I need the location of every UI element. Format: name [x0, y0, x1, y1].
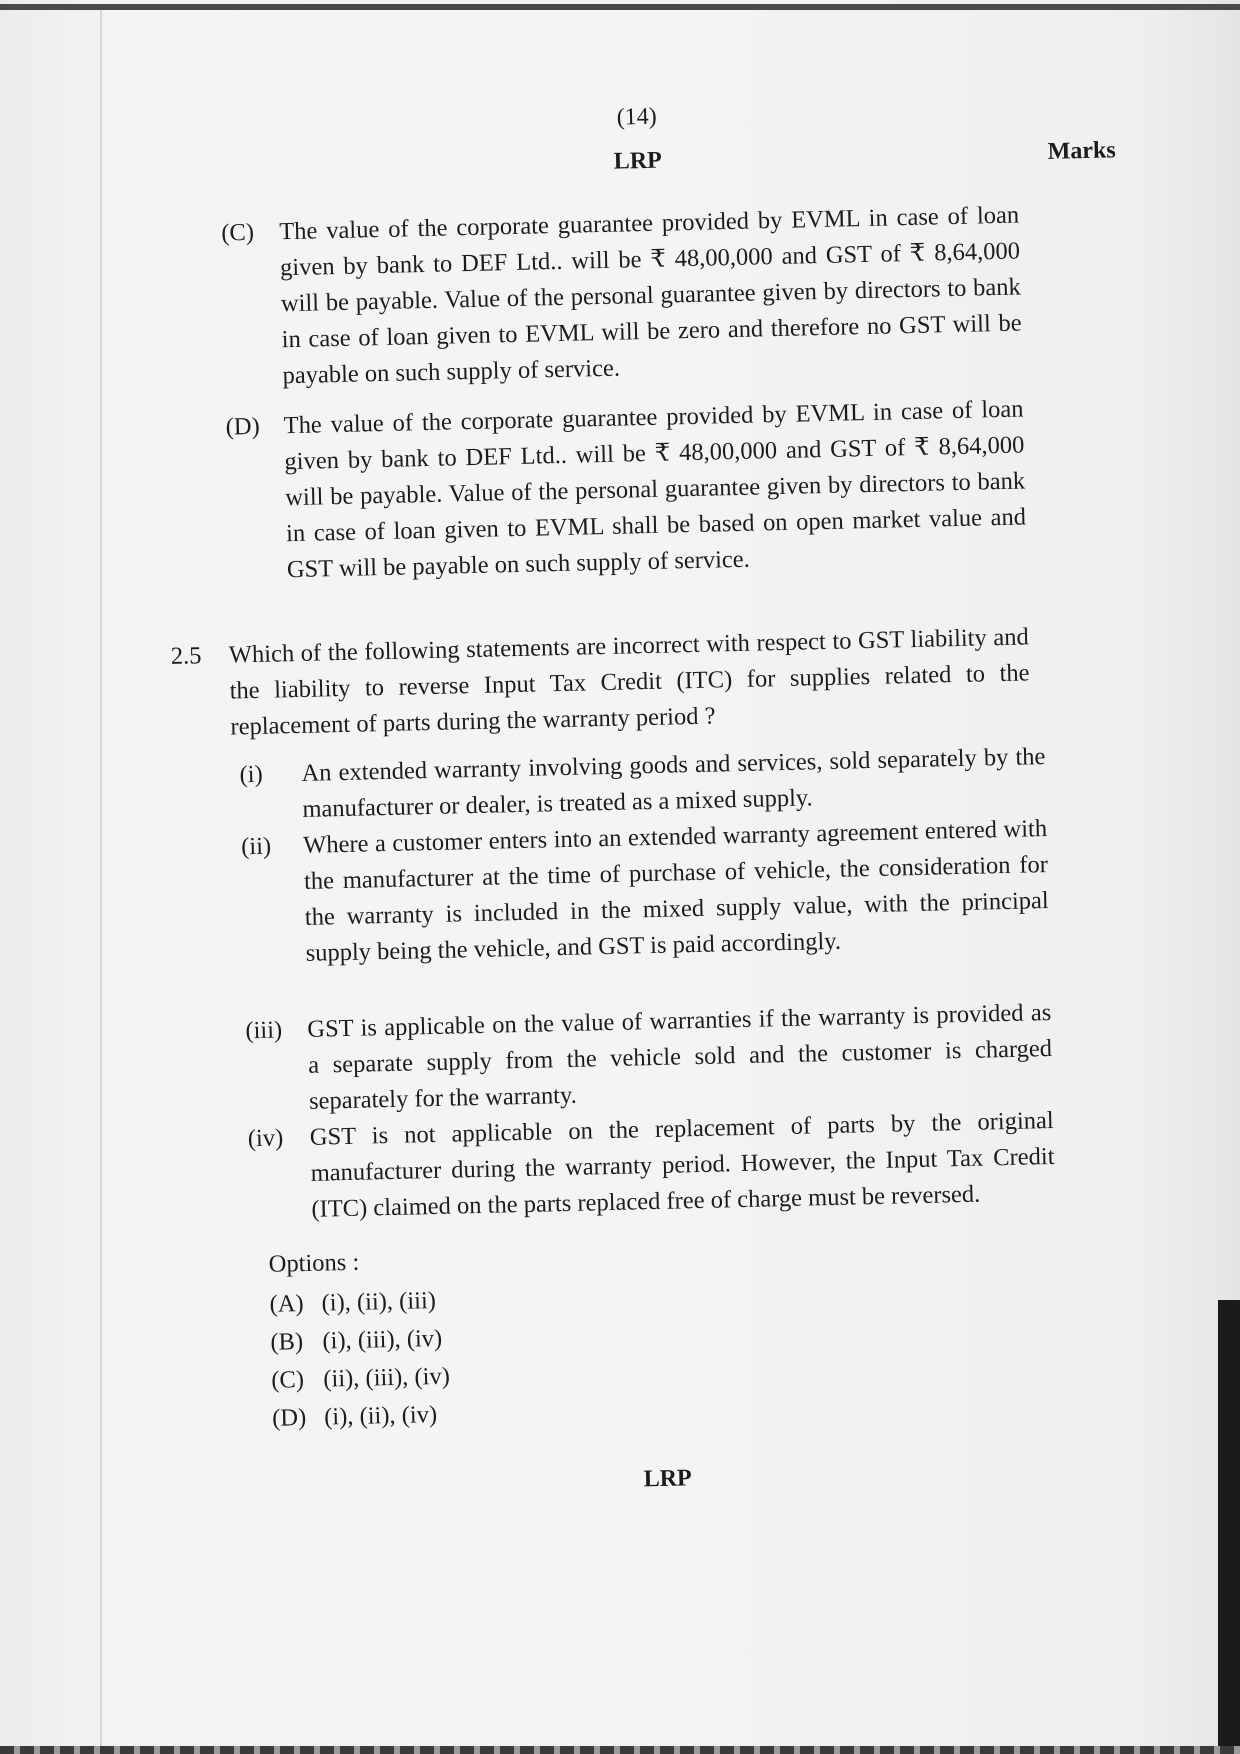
option-text: The value of the corporate guarantee provided by EVML in case of loan given by bank to DEF Ltd.. will be ₹ 48,00,000 and GST of ₹ 8,64,000 will be payable. Value of the personal guarantee given by directors to bank in case of loan given to EVML will be zero and therefore no GST will be payable on such supply of service. [278, 201, 1022, 390]
option-text: The value of the corporate guarantee provided by EVML in case of loan given by bank to DEF Ltd.. will be ₹ 48,00,000 and GST of ₹ 8,64,000 will be payable. Value of the personal guarantee given by directors to bank in case of loan given to EVML shall be based on open market value and GST will be payable on such supply of service. [283, 395, 1027, 584]
scan-bottom-edge [0, 1746, 1240, 1754]
options-title: Options : [268, 1248, 360, 1278]
choice-a [269, 1287, 436, 1319]
page-footer: LRP [643, 1465, 692, 1493]
choice-text: (i), (ii), (iii) [321, 1287, 437, 1317]
statement-text: Where a customer enters into an extended warranty agreement entered with the manufacturer at the time of purchase of vehicle, the consideration for the warranty is included in the mixed supply value, with the principal supply being the vehicle, and GST is paid accordingly. [302, 815, 1049, 967]
choice-text: (i), (iii), (iv) [322, 1324, 443, 1355]
page-number: (14) [616, 103, 658, 131]
scan-binding-edge [1218, 1300, 1240, 1754]
statement-text: An extended warranty involving goods and services, sold separately by the manufacturer or dealer, is treated as a mixed supply. [301, 743, 1046, 823]
choice-text: (i), (ii), (iv) [323, 1401, 438, 1431]
statement-text: GST is applicable on the value of warranties if the warranty is provided as a separate supply from the vehicle sold and the customer is charged separately for the warranty. [307, 998, 1053, 1115]
choice-label: (D) [271, 1403, 307, 1432]
option-label: (C) [220, 218, 255, 247]
page-header: LRP [613, 147, 663, 175]
choice-text: (ii), (iii), (iv) [323, 1362, 451, 1393]
question-stem: Which of the following statements are incorrect with respect to GST liability and the liability to reverse Input Tax Credit (ITC) for supplies related to the replacement of parts during the warranty period ? [228, 623, 1030, 741]
choice-label: (A) [269, 1290, 304, 1318]
choice-c [271, 1363, 450, 1395]
choice-label: (B) [270, 1328, 304, 1356]
statement-label: (ii) [240, 832, 272, 861]
choice-d [272, 1401, 438, 1433]
statement-label: (iii) [245, 1016, 283, 1045]
marks-label: Marks [1047, 137, 1116, 165]
question-number: 2.5 [170, 642, 202, 670]
choice-label: (C) [271, 1366, 305, 1394]
statement-label: (i) [239, 760, 264, 789]
statement-label: (iv) [247, 1124, 284, 1153]
choice-b [270, 1325, 442, 1357]
statement-text: GST is not applicable on the replacement of parts by the original manufacturer during the warranty period. However, the Input Tax Credit (ITC) claimed on the parts replaced free of charge must be reversed. [309, 1106, 1055, 1223]
option-label: (D) [225, 412, 261, 441]
